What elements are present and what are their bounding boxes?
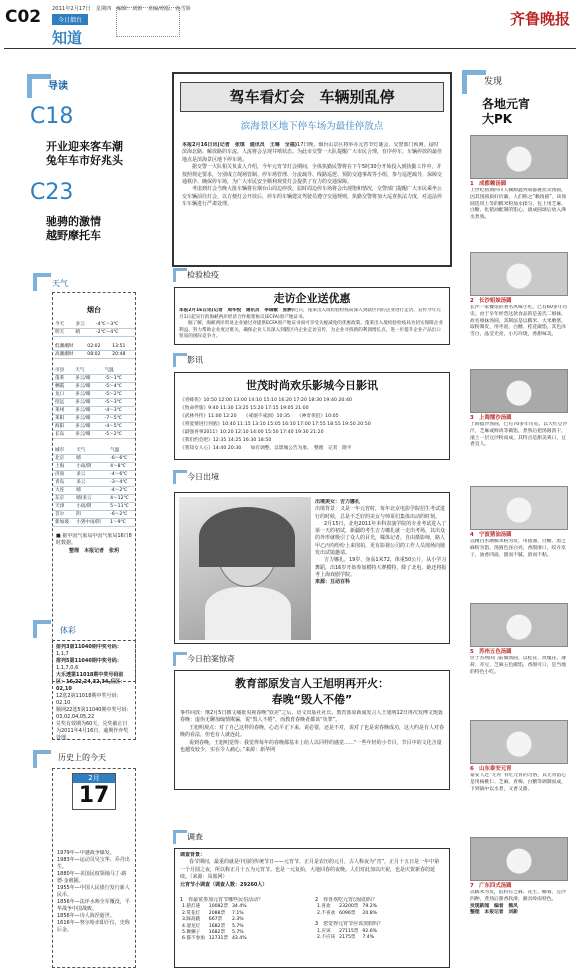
showtime-row: 《我们约会吧》12:35 14:25 16:30 18:50 — [180, 438, 272, 443]
survey-q2: 2 你喜欢吃元宵(汤圆)吗？ 1.喜欢 23200票 79.2% 2.不喜欢 6096票 20.8% 3 您觉得元宵节应该放假吗？ 1.应该 27115票 92.6% 2.不应该 2175票 7.4% — [315, 897, 384, 941]
guide-num-1: C18 — [30, 104, 74, 129]
weather-row: 招远 多云/晴 -5～3℃ — [53, 399, 135, 407]
weather-row: 新加坡 小到中雨/阴 1～9℃ — [53, 519, 135, 527]
page-code: C02 — [5, 7, 42, 27]
lantern-food-item — [470, 720, 570, 837]
lottery-line: 12选2第11018期中奖号码：02,10 — [56, 693, 122, 706]
showtime-row: 《最强喜事2011》10:20 12:10 14:00 15:50 17:40 19:30 21:20 — [180, 430, 324, 435]
food-photo — [470, 720, 568, 764]
province-weather-table: 市县 天气 气温 蓬莱 多云/晴 -5～1℃ 栖霞 多云/晴 -5～4℃ 龙口 多云/晴 -5～2℃ 招远 多云/晴 -5～3℃ 莱州 多云/晴 -4～3℃ 莱阳 多云/晴 -7～5℃ 海阳 多云/晴 -4～5℃ 长岛 多云/晴 -5～2℃ — [53, 367, 135, 439]
showtime-row: 《致命伴旅》9:40 11:30 13:25 15:20 17:15 19:05 21:00 — [180, 406, 309, 411]
lantern-food-item — [470, 135, 570, 252]
inspect-title: 走访企业送优惠 — [273, 292, 351, 305]
food-photo — [470, 135, 568, 179]
inspect-heading: 检验检疫 — [173, 268, 219, 282]
lottery-results — [56, 644, 132, 742]
lottery-line: 1,1,7 — [56, 651, 69, 657]
weather-row: 蓬莱 多云/晴 -5～1℃ — [53, 375, 135, 383]
weather-row: 天津 小雨/阴 5～11℃ — [53, 503, 135, 511]
weather-row: 长岛 多云/晴 -5～2℃ — [53, 431, 135, 439]
history-event: 1880年—美国民权领袖马丁·路德·金被捕。 — [57, 871, 127, 884]
guide-item-1: 开业迎来客车潮 兔年车市好兆头 — [46, 140, 123, 167]
survey-row: 5.舞狮子 1682票 5.7% — [182, 930, 244, 936]
food-desc: 长沙一家餐馆的著名风味小吃，已有60多年历史。由于早年经营这款食品的是姜氏二姐妹，故名姐妹汤圆。其制法是以糯米、大米磨浆，取粉制皮，用枣泥、白糖、桂花做馅，其色泽雪白，晶莹光亮，小巧玲珑，香甜味美。 — [470, 305, 568, 338]
history-events — [57, 850, 131, 934]
weather-row: 海阳 多云/晴 -4～5℃ — [53, 423, 135, 431]
calendar-icon — [72, 773, 116, 810]
lottery-line: 兑奖有效期为60天，兑奖截止日为2011年4月16日，逾期作弃奖处理。 — [56, 721, 129, 741]
survey-row: 4.耍龙灯 1682票 5.7% — [182, 923, 244, 929]
sports-corner — [33, 620, 51, 638]
lantern-food-item — [470, 486, 570, 603]
survey-row: 1.喜欢 23200票 79.2% — [317, 904, 377, 910]
tide-table: 低潮潮时 02:02 13:51 高潮潮时 08:02 20:48 — [53, 343, 135, 359]
weather-row: 首尔 阴 -6～2℃ — [53, 511, 135, 519]
showtime-row: 《我知女人心》14:40 20:30 如有调整，以影城公告为准。 整理 记者 隋平 — [180, 446, 352, 451]
sports-panel — [52, 640, 136, 740]
weather-row: 东京 晴/多云 4～12℃ — [53, 495, 135, 503]
history-event: 1856年—法评水师全军覆没，平华战争中国战败。 — [57, 899, 130, 912]
food-desc: 上世纪初期四川人赖源鑫到成都挑担卖汤圆，因其汤圆质好价廉，人们称之“赖汤圆”。该汤圆选用上等的糯米粉加水揉匀，包上用芝麻、白糖、化猪油配制的馅心，滚成圆球后放入沸水煮熟。 — [470, 188, 567, 221]
shock-body: 事件回放：继2月5日撰文痛批央视春晚“钦差”之后，语文出版社社长、教育部原新闻发言人王旭明12日再次发博文炮轰春晚：虚伪无聊加煽情欺骗，说“毁人不倦”，而教育春晚者都该“负罪”。 王旭明观点：对了自己这样的春晚，心态平正下来，说必要，还是不对，说对了也是说春晚成功，这大约是有人对春晚的看法，但也有人就连此。 说到春晚，王旭明觉得：我觉得每年的春晚都基本上给人以同样的感觉……“一些年轻的小节目，节目中的文化含量也越发较少，实在令人痛心。”来源：新华网 — [180, 710, 444, 754]
star-heading: 今日出境 — [173, 470, 219, 484]
sports-heading: 体彩 — [60, 626, 76, 635]
food-photo — [470, 603, 568, 647]
shock-subtitle: 春晚“毁人不倦” — [271, 693, 353, 706]
feature-body: 本报2月16日讯(记者 张琪 通讯员 王琳 全福)17日晚，烟台山景区将举办元宵节灯谜会，交警部门预测，届时滨海北路、解放路的车流、人流将会呈现井喷状态。为此市交警一大队提醒广大市民合理，有序停车，车辆停放的最佳地点是滨海景区地下停车场。 据交警一大队相关负责人介绍，今年元宵节灯会期间，全体执勤民警将在下午5时30分开始投入到执勤工作中，并按照规定要求，分别成立现场管制、停车场管理、分流疏导、线路巡逻、预防交通事故等小组，参与巡逻疏导，保障交通秩序、确保停车场，为广大市民安全顺利观赏灯会提供了有力的交通保障。 考虑到灯会当晚大批车辆将在烟台山周边停放，届时周边停车场将会出现饱和情况，交警部门提醒广大市民乘坐公交车辆前往灯会，以方便灯会开放后，停车的车辆建议驾驶员遵守交通规则，执勤交警将加大巡查执法力度，对违法停车车辆进行严肃处理。 — [182, 142, 442, 208]
shock-title: 教育部原发言人王旭明再开火： — [235, 677, 389, 690]
food-photo — [470, 486, 568, 530]
section-name: 知道 — [52, 29, 83, 47]
nation-weather-table: 城市 天气 气温 北京 晴 -6～6℃ 上海 小雨/阴 4～8℃ 济南 多云 -4～6℃ 青岛 多云 -3～4℃ 大连 晴 -4～2℃ 东京 晴/多云 4～12℃ 天津 小雨/阴 5～11℃ 首尔 阴 -6～2℃ 新加坡 小到中雨/阴 1～9℃ — [53, 447, 135, 527]
section-badge: 今日烟台 — [52, 14, 88, 25]
survey-intro: 调查背景： 春节期间，最重的就是中国的传统节日——元宵节，正月是农历的元月，古人称夜为“宵”，正月十五日是一年中第一个月圆之夜，所以称正月十五为元宵节。也是一元复始，大地回春的夜晚。人们对此加以庆祝，也是庆贺新春的延续。（来源：凤凰网） 元宵节小调查（调查人数：29260人） — [180, 852, 440, 888]
survey-row: 2.赏花灯 2088票 7.1% — [182, 910, 244, 916]
food-name: 6 山东泰安元宵 — [470, 766, 512, 772]
survey-heading: 调查 — [173, 830, 203, 844]
weather-row: 青岛 多云 -3～4℃ — [53, 479, 135, 487]
food-name: 5 苏州五色汤圆 — [470, 649, 512, 655]
movies-title: 世茂时尚欢乐影城今日影讯 — [246, 379, 378, 392]
lantern-food-item — [470, 369, 570, 486]
showtime-row: 《武林外传》11:00 12:20 《戒烟不戒酒》10:35 《神奇侠侣》10:05 — [180, 414, 339, 419]
food-name: 4 宁波猪油汤圆 — [470, 532, 512, 538]
history-event: 1955年—中国人民银行发行新人民币。 — [57, 885, 130, 898]
feature-article — [172, 72, 452, 267]
weather-city: 烟台 — [87, 306, 101, 314]
food-name: 3 上海擂沙汤圆 — [470, 415, 512, 421]
food-desc: 以精白水磨糯米粉为皮，用猪油、白糖、黑芝麻粉为馅，汤圆色泽白亮，香甜滑口，咬开皮子，油香四溢，甜而不腻，滑而不粘。 — [470, 539, 566, 558]
survey-row: 2.不喜欢 6096票 20.8% — [317, 910, 377, 916]
weather-row: 北京 晴 -6～6℃ — [53, 455, 135, 463]
food-photo — [470, 837, 568, 881]
weather-row: 大连 晴 -4～2℃ — [53, 487, 135, 495]
survey-q1: 1 你最常参加元宵节哪些民俗活动？ 1.猜灯谜 10082票 34.4% 2.赏花灯 2088票 7.1% 3.踩高跷 667票 2.3% 4.耍龙灯 1682票 5.7% 5.舞狮子 1682票 5.7% 6.都不参加 12731票 43.4% — [180, 897, 264, 942]
weather-row: 莱州 多云/晴 -4～3℃ — [53, 407, 135, 415]
header-rule — [4, 48, 576, 49]
weather-row: 上海 小雨/阴 4～8℃ — [53, 463, 135, 471]
history-event: 1616年—努尔哈赤即汗位，史称后金。 — [57, 920, 130, 933]
weather-row: 栖霞 多云/晴 -5～4℃ — [53, 383, 135, 391]
calendar-day: 17 — [78, 783, 110, 808]
feature-subtitle: 滨海景区地下停车场为最佳停放点 — [240, 121, 384, 132]
survey-row: 3.踩高跷 667票 2.3% — [182, 917, 244, 923]
header-ornament — [116, 7, 180, 37]
history-event: 1979年—中越战争爆发。 — [57, 850, 115, 856]
showtime-row: 《将爱情进行到底》10:40 11:15 13:10 15:05 16:10 17:00 17:55 18:55 19:50 20:50 — [180, 422, 371, 427]
lottery-line: 排列3第11040期中奖号码： — [56, 644, 122, 650]
lantern-food-item — [470, 252, 570, 369]
history-panel — [52, 768, 136, 968]
star-article — [174, 492, 450, 644]
calendar-month: 2月 — [73, 774, 115, 783]
lantern-food-item — [470, 603, 570, 720]
food-desc: 位于苏州的门前做汤圆，以桂花、玫瑰花、薄荷、赤豆、芝麻五色做馅，香甜可口，是当地的特色小吃。 — [470, 656, 566, 675]
date-line: 2011年2月17日 星期四 编辑：刘新 美编/组版：孙雪娇 — [52, 6, 191, 12]
food-name: 1 成都赖汤圆 — [470, 181, 507, 187]
inspect-body: 本报2月16日讯(记者 周华悦 通讯员 李瑞敏 张翀)近日，蓬莱出入境检验检疫局深入到辖区内的企业进行走访，宣传今年元月1日起实行的海峡两岸经济合作框架协议(ECFA)原产地证书。 据了解，海峡两岸贸易企业通过对提供ECFA原产地证书而可享受关税减免的优惠政策。蓬莱出入境检验检疫局为切实保障企业利益，努力帮助企业度过难关，确保企业人员深入到辖区内企业走访宣传，为企业寻找新的利润增长点，进一步提升企业产品出口贸易的国际竞争力。 — [179, 308, 443, 340]
lottery-line: 1,1,7,0,6 — [56, 665, 79, 671]
shock-heading: 今日拍案惊奇 — [173, 652, 235, 666]
discover-corner — [462, 70, 486, 94]
showtime-row: 《青蜂侠》10:50 12:00 13:00 14:10 15:10 16:20 17:20 18:30 19:40 20:40 — [180, 398, 352, 403]
discover-title: 各地元宵 大PK — [482, 97, 531, 126]
forecast-today: 今天 多云 -4℃～3℃ — [53, 321, 135, 329]
survey-row: 2.不应该 2175票 7.4% — [317, 935, 375, 941]
lantern-food-item — [470, 837, 570, 954]
survey-row: 1.猜灯谜 10082票 34.4% — [182, 904, 247, 910]
star-photo — [179, 497, 311, 640]
showtimes-list — [180, 397, 444, 453]
weather-row: 莱阳 多云/晴 -7～5℃ — [53, 415, 135, 423]
weather-panel — [52, 292, 136, 682]
food-name: 7 广东四式汤圆 — [470, 883, 512, 889]
weather-heading: 天气 — [52, 279, 68, 288]
history-corner — [33, 750, 51, 768]
masthead: 齐鲁晚报 — [509, 10, 570, 28]
inspect-article — [174, 287, 450, 345]
food-desc: 泰安人过“元宵”有吃元宵的习俗，其元宵馅心是用核桃仁、芝麻、青梅、白糖等调制而成，下到锅中以水煮，又香又甜。 — [470, 773, 567, 792]
weather-row: 龙口 多云/晴 -5～2℃ — [53, 391, 135, 399]
movies-article — [174, 372, 450, 460]
survey-article — [174, 848, 450, 968]
movies-heading: 影讯 — [173, 353, 203, 367]
forecast-tomorrow: 明天 晴 -2℃～4℃ — [53, 329, 135, 337]
guide-num-2: C23 — [30, 180, 74, 205]
guide-item-2: 驰骋的激情 越野摩托车 — [46, 215, 101, 242]
history-event: 1983年—运动员吴宝华、乔丹出生。 — [57, 857, 130, 870]
forecast-table — [53, 321, 135, 337]
history-heading: 历史上的今天 — [58, 753, 106, 762]
lottery-line: 顺网22选5第11040期中奖号码：03,02,04,05,22 — [56, 707, 132, 720]
guide-heading: 导读 — [48, 81, 68, 92]
food-photo — [470, 252, 568, 296]
survey-row: 6.都不参加 12731票 43.4% — [182, 936, 247, 942]
shock-article — [174, 670, 450, 790]
food-photo — [470, 369, 568, 413]
weather-note: ■ 据中国气象局中国气象局16日8时数据。 整理 本报记者 张玥 — [56, 533, 132, 554]
survey-row: 1.应该 27115票 92.6% — [317, 928, 377, 934]
lottery-line: 大乐透第11018期中奖号码前区：16,22,24,32,34,后区：02,10 — [56, 672, 126, 692]
discover-heading: 发现 — [484, 77, 503, 87]
food-name: 2 长沙姐妹汤圆 — [470, 298, 512, 304]
feature-title: 驾车看灯会 车辆别乱停 — [180, 82, 444, 112]
lottery-line: 排列5第11040期中奖号码： — [56, 658, 122, 664]
weather-row: 济南 多云 -4～6℃ — [53, 471, 135, 479]
star-body: 出境美女：吉力娜扎 出境背景：又是一年元宵时，每年北京电影学院招生考试进行的时候，总是不乏好的美女与帅哥们集体出动的时刻。 2月15日，北电2011年本科表演学院的专业考试进入了第一天的初试，新疆的考生吉力娜扎就一走出考场，其出众的外形就吸引了众人的目光，媒体记者，自由摄影师，路人甲乙丙均纷纷上来围拍，更有影视公司的工作人员现场向她发出试镜邀请。 吉力娜扎，19岁，身高1米72，体重50公斤，从小学习舞蹈，出16岁开始参加模特大赛模特，除了北电，她还将报考上海戏剧学院。 来源：互动百科 — [315, 499, 447, 586]
history-event: 1856年—诗人海涅逝世。 — [57, 913, 115, 919]
lantern-food-list — [470, 135, 570, 967]
weather-corner — [33, 273, 51, 291]
food-desc: 上海擂沙汤圆，已有70多年历史。以大红豆沙汁，芝麻或鲜肉等做馅，煮熟后把汤圆沥干，滚上一层豆沙粉而成。其特点是甜美爽口，豆香宜人。 — [470, 422, 568, 448]
food-desc: 以糯米为皮，馅料有芝麻、花生、椰蓉、豆沙四种，煮熟后甜香软滑，颇具岭南特色。 发现新闻 编者 熊风 整理 本报记者 刘新 — [470, 890, 566, 916]
